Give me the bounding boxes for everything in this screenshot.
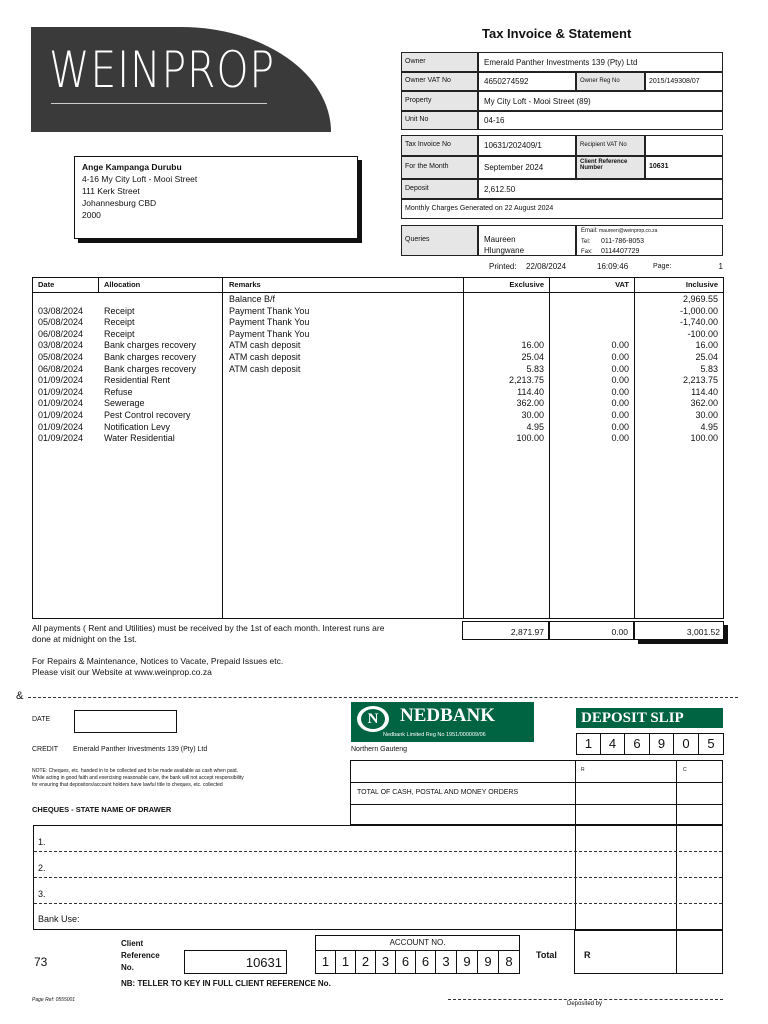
cell-vat: 0.00 — [611, 421, 629, 432]
cell-exclusive: 25.04 — [521, 352, 544, 362]
deposit-slip-title: DEPOSIT SLIP — [576, 708, 723, 728]
table-row — [33, 306, 723, 318]
total-box[interactable] — [574, 930, 723, 974]
cell-allocation: Pest Control recovery — [104, 410, 191, 420]
cell-allocation: Water Residential — [104, 433, 175, 444]
table-row — [33, 364, 723, 376]
branch-code — [576, 733, 724, 755]
cell-date: 01/09/2024 — [38, 375, 84, 386]
account-digit: 1 — [335, 950, 356, 974]
account-digit: 3 — [375, 950, 396, 974]
footer-note — [32, 656, 283, 678]
total-cash-rands[interactable] — [576, 783, 676, 804]
queries-name-line2: Hlungwane — [484, 246, 525, 255]
cell-remarks: ATM cash deposit — [229, 363, 301, 374]
col-vat-header: VAT — [615, 280, 629, 289]
account-digits — [315, 950, 520, 974]
col-allocation-header: Allocation — [104, 280, 141, 289]
property-value: My City Loft - Mooi Street (89) — [478, 91, 723, 111]
email-value[interactable]: maureen@weinprop.co.za — [599, 228, 658, 234]
nedbank-emblem-icon: N — [357, 706, 389, 732]
table-header — [33, 278, 723, 293]
cell-inclusive: 30.00 — [695, 410, 718, 420]
cheques-grid — [33, 825, 723, 930]
nedbank-name: NEDBANK — [400, 705, 496, 726]
cell-vat: 0.00 — [611, 352, 629, 362]
address-line3: Johannesburg CBD — [82, 198, 157, 208]
account-digit: 2 — [355, 950, 376, 974]
page-label: Page: — [653, 263, 672, 270]
branch-digit: 5 — [698, 733, 724, 755]
recipient-vat-label: Recipient VAT No — [576, 135, 645, 156]
owner-label: Owner — [401, 52, 478, 72]
scissor-mark: & — [16, 690, 24, 702]
slip-note-line2: While acting in good faith and exercising reasonable care, the bank will not accept responsibility — [32, 775, 244, 781]
cell-vat: 0.00 — [611, 398, 629, 409]
table-row — [33, 375, 723, 387]
payment-note: All payments ( Rent and Utilities) must be received by the 1st of each month. Interest runs are done at midnight on the 1st. — [32, 623, 385, 644]
unit-value: 04-16 — [478, 111, 723, 130]
cut-line — [28, 697, 738, 698]
cell-allocation: Refuse — [104, 386, 133, 397]
tax-invoice-label: Tax Invoice No — [401, 135, 478, 156]
owner-value: Emerald Panther Investments 139 (Pty) Ltd — [478, 52, 723, 72]
cheque-line-1[interactable]: 1. — [38, 837, 46, 847]
cheque-line-2[interactable]: 2. — [38, 863, 46, 873]
recipient-vat-value — [645, 135, 723, 156]
owner-reg-label: Owner Reg No — [576, 72, 645, 91]
cell-inclusive: -100.00 — [687, 328, 718, 339]
owner-vat-label: Owner VAT No — [401, 72, 478, 91]
cell-allocation: Residential Rent — [104, 375, 171, 386]
cell-allocation: Bank charges recovery — [104, 363, 197, 374]
c-label: C — [683, 767, 687, 773]
cell-allocation: Bank charges recovery — [104, 340, 197, 351]
doc-title: Tax Invoice & Statement — [482, 26, 632, 41]
total-label: Total — [536, 950, 557, 960]
total-cash-label: TOTAL OF CASH, POSTAL AND MONEY ORDERS — [357, 789, 519, 796]
property-label: Property — [401, 91, 478, 111]
cell-remarks: ATM cash deposit — [229, 340, 301, 351]
cell-inclusive: -1,740.00 — [679, 317, 718, 328]
slip-note-line1: NOTE: Cheques, etc. handed in to be collected and to be made available as cash when paid. — [32, 768, 238, 774]
cell-vat: 0.00 — [611, 363, 629, 374]
cell-allocation: Receipt — [104, 328, 135, 339]
queries-contact — [478, 225, 576, 256]
address-line4: 2000 — [82, 210, 101, 220]
client-ref-label-line3: No. — [121, 963, 134, 972]
total-r-label: R — [584, 950, 591, 960]
cell-allocation: Bank charges recovery — [104, 352, 197, 362]
cell-inclusive: -1,000.00 — [679, 305, 718, 316]
account-label: ACCOUNT NO. — [315, 935, 520, 951]
slip-date-label: DATE — [32, 716, 51, 723]
footer-note-line1: For Repairs & Maintenance, Notices to Vacate, Prepaid Issues etc. — [32, 656, 284, 666]
nedbank-reg: Nedbank Limited Reg No 1951/000009/06 — [383, 732, 486, 738]
slip-region: Northern Gauteng — [351, 746, 408, 753]
r-label: R — [581, 767, 585, 773]
printed-time: 16:09:46 — [597, 262, 629, 271]
col-divider — [98, 278, 99, 293]
cell-inclusive: 25.04 — [695, 352, 718, 362]
branch-digit: 1 — [576, 733, 601, 755]
cell-date: 01/09/2024 — [38, 421, 84, 432]
cell-inclusive: 16.00 — [695, 340, 718, 351]
tel-label: Tel: — [581, 238, 591, 245]
cell-vat: 0.00 — [611, 433, 629, 444]
month-label: For the Month — [401, 156, 478, 179]
client-ref-label-line1: Client — [121, 939, 144, 948]
slip-note-line3: for ensuring that depositors/account holders have lawful title to cheques, etc. collected — [32, 782, 223, 788]
cell-remarks: Payment Thank You — [229, 305, 310, 316]
cell-exclusive: 30.00 — [521, 410, 544, 420]
cell-inclusive: 100.00 — [690, 433, 718, 444]
slip-credit-value: Emerald Panther Investments 139 (Pty) Ltd — [73, 746, 208, 753]
deposit-value: 2,612.50 — [478, 179, 723, 199]
cell-date: 01/09/2024 — [38, 433, 84, 444]
owner-vat-value: 4650274592 — [478, 72, 576, 91]
owner-reg-value: 2015/149308/07 — [645, 72, 723, 91]
table-row — [33, 294, 723, 306]
unit-label: Unit No — [401, 111, 478, 130]
deposited-by-line — [448, 999, 723, 1000]
client-ref-label — [121, 938, 160, 974]
total-cash-cents[interactable] — [677, 783, 723, 804]
cell-exclusive: 362.00 — [516, 398, 544, 409]
cell-date: 03/08/2024 — [38, 305, 84, 316]
queries-details — [576, 225, 723, 256]
amount-grid — [350, 760, 723, 825]
address-name: Ange Kampanga Durubu — [82, 162, 182, 172]
account-digit: 8 — [498, 950, 520, 974]
table-row — [33, 329, 723, 341]
page-value: 1 — [718, 262, 723, 271]
branch-digit: 9 — [649, 733, 674, 755]
queries-name-line1: Maureen — [484, 235, 516, 244]
cell-exclusive: 2,213.75 — [508, 375, 544, 386]
teller-note: NB: TELLER TO KEY IN FULL CLIENT REFERENCE No. — [121, 979, 331, 988]
cell-inclusive: 362.00 — [690, 398, 718, 409]
cell-vat: 0.00 — [611, 375, 629, 386]
address-box — [74, 156, 358, 239]
cell-allocation: Sewerage — [104, 398, 145, 409]
printed-line — [489, 262, 723, 272]
slip-note — [32, 768, 244, 789]
cell-allocation: Receipt — [104, 305, 135, 316]
total-exclusive: 2,871.97 — [462, 621, 549, 640]
page-ref: Page Ref: 0555001 — [32, 997, 76, 1003]
cell-date: 01/09/2024 — [38, 410, 84, 420]
cell-inclusive: 5.83 — [700, 363, 718, 374]
client-ref-value: 10631 — [645, 156, 723, 179]
cell-inclusive: 4.95 — [700, 421, 718, 432]
tax-invoice-value: 10631/202409/1 — [478, 135, 576, 156]
cell-date: 01/09/2024 — [38, 386, 84, 397]
cell-inclusive: 2,969.55 — [682, 294, 718, 304]
email-label: Email: — [581, 228, 598, 234]
table-row — [33, 433, 723, 445]
cell-date: 01/09/2024 — [38, 398, 84, 409]
printed-date: 22/08/2024 — [526, 262, 567, 271]
cell-date: 06/08/2024 — [38, 328, 84, 339]
branch-digit: 6 — [624, 733, 650, 755]
cell-date: 05/08/2024 — [38, 317, 84, 328]
client-ref-field[interactable]: 10631 — [184, 950, 287, 974]
cell-allocation: Notification Levy — [104, 421, 171, 432]
table-row — [33, 340, 723, 352]
fax-value: 0114407729 — [601, 248, 640, 255]
client-ref-label: Client Reference Number — [576, 156, 645, 179]
bank-use-label: Bank Use: — [38, 914, 80, 924]
cell-vat: 0.00 — [611, 386, 629, 397]
deposit-label: Deposit — [401, 179, 478, 199]
generated-note: Monthly Charges Generated on 22 August 2024 — [401, 199, 723, 219]
cell-exclusive: 4.95 — [526, 421, 544, 432]
address-line2: 111 Kerk Street — [82, 186, 140, 196]
slip-date-field[interactable] — [74, 710, 177, 733]
branch-digit: 0 — [673, 733, 699, 755]
address-line1: 4-16 My City Loft - Mooi Street — [82, 174, 198, 184]
fax-label: Fax: — [581, 249, 593, 255]
table-row — [33, 398, 723, 410]
footer-note-line2[interactable]: Please visit our Website at www.weinprop.co.za — [32, 667, 212, 677]
cell-exclusive: 16.00 — [521, 340, 544, 351]
cell-exclusive: 114.40 — [517, 386, 544, 397]
client-ref-label-line2: Reference — [121, 951, 160, 960]
branch-digit: 4 — [600, 733, 625, 755]
cell-remarks: Balance B/f — [229, 294, 276, 304]
col-inclusive-header: Inclusive — [685, 280, 718, 289]
cell-remarks: ATM cash deposit — [229, 352, 301, 362]
cell-vat: 0.00 — [611, 340, 629, 351]
table-row — [33, 387, 723, 399]
logo-underline — [51, 103, 267, 104]
cell-exclusive: 5.83 — [526, 363, 544, 374]
queries-label: Queries — [401, 225, 478, 256]
tel-value: 011-786-8053 — [601, 237, 645, 245]
slip-credit-label: CREDIT — [32, 746, 59, 753]
total-inclusive: 3,001.52 — [634, 621, 724, 640]
account-digit: 9 — [477, 950, 499, 974]
printed-label: Printed: — [489, 262, 517, 271]
cell-date: 06/08/2024 — [38, 363, 84, 374]
logo-text: WEINPROP — [49, 41, 275, 99]
cell-inclusive: 2,213.75 — [682, 375, 718, 386]
statement-table — [32, 277, 724, 619]
table-row — [33, 317, 723, 329]
table-row — [33, 422, 723, 434]
col-remarks-header: Remarks — [229, 280, 261, 289]
account-digit: 6 — [415, 950, 436, 974]
cell-allocation: Receipt — [104, 317, 135, 328]
cheques-label: CHEQUES - STATE NAME OF DRAWER — [32, 805, 172, 814]
account-digit: 1 — [315, 950, 336, 974]
col-date-header: Date — [38, 280, 55, 289]
account-digit: 9 — [456, 950, 478, 974]
cell-date: 05/08/2024 — [38, 352, 84, 362]
totals-row — [462, 621, 724, 640]
table-row — [33, 410, 723, 422]
logo-banner — [31, 27, 331, 132]
cell-inclusive: 114.40 — [691, 386, 718, 397]
slip-number: 73 — [34, 955, 48, 969]
account-digit: 3 — [435, 950, 457, 974]
cell-remarks: Payment Thank You — [229, 328, 310, 339]
month-value: September 2024 — [478, 156, 576, 179]
total-vat: 0.00 — [549, 621, 634, 640]
col-exclusive-header: Exclusive — [509, 280, 544, 289]
cell-exclusive: 100.00 — [516, 433, 544, 444]
deposited-by-label: Deposited by — [567, 1001, 603, 1007]
cell-remarks: Payment Thank You — [229, 317, 310, 328]
table-row — [33, 352, 723, 364]
account-digit: 6 — [395, 950, 416, 974]
cell-date: 03/08/2024 — [38, 340, 84, 351]
nedbank-logo — [351, 702, 534, 742]
cell-vat: 0.00 — [611, 410, 629, 420]
cheque-line-3[interactable]: 3. — [38, 889, 46, 899]
